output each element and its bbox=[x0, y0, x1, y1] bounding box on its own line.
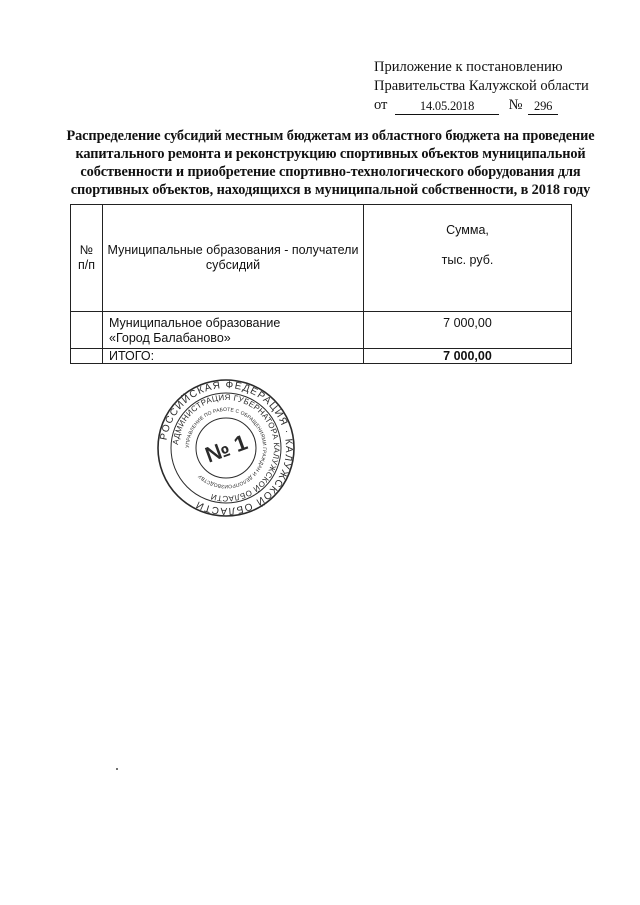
stamp-middle-text: АДМИНИСТРАЦИЯ ГУБЕРНАТОРА КАЛУЖСКОЙ ОБЛАСТИ bbox=[171, 392, 282, 504]
official-stamp bbox=[156, 378, 296, 518]
header-number bbox=[71, 205, 103, 312]
header-number-abbr: п/п bbox=[77, 258, 95, 272]
from-label: от bbox=[374, 97, 388, 113]
subsidy-table bbox=[70, 204, 572, 364]
total-number-cell bbox=[71, 349, 103, 364]
stamp-number: № 1 bbox=[201, 429, 251, 468]
scan-speck bbox=[116, 768, 118, 770]
appendix-line-1: Приложение к постановлению bbox=[374, 59, 563, 75]
row-amount: 7 000,00 bbox=[364, 312, 572, 349]
header-number-symbol: № bbox=[79, 243, 94, 257]
row-municipality-line-2: «Город Балабаново» bbox=[109, 331, 231, 345]
header-sum bbox=[364, 205, 572, 312]
stamp-outer-text: РОССИЙСКАЯ ФЕДЕРАЦИЯ · КАЛУЖСКОЙ ОБЛАСТИ bbox=[158, 379, 295, 517]
row-municipality bbox=[103, 312, 364, 349]
header-sum-unit: тыс. руб. bbox=[441, 253, 494, 267]
total-amount: 7 000,00 bbox=[364, 349, 572, 364]
header-municipality: Муниципальные образования - получатели субсидий bbox=[103, 205, 364, 312]
header-sum-label: Сумма, bbox=[446, 223, 489, 237]
total-label: ИТОГО: bbox=[103, 349, 364, 364]
total-row bbox=[71, 349, 572, 364]
resolution-date: 14.05.2018 bbox=[395, 98, 499, 115]
number-label: № bbox=[508, 97, 523, 113]
document-title: Распределение субсидий местным бюджетам из областного бюджета на проведение капитального ремонта и реконструкцию спортивных объектов муниципальной собственности и приобретение спортивно-технологического оборудования для спортивных объектов, находящихся в муниципальной собственности, в 2018 году bbox=[66, 128, 595, 198]
resolution-number: 296 bbox=[528, 98, 558, 115]
stamp-inner-text: УПРАВЛЕНИЕ ПО РАБОТЕ С ОБРАЩЕНИЯМИ ГРАЖДАН И ДЕЛОПРОИЗВОДСТВУ bbox=[184, 406, 268, 490]
appendix-header bbox=[374, 58, 589, 115]
table-header-row bbox=[71, 205, 572, 312]
appendix-line-2: Правительства Калужской области bbox=[374, 78, 589, 94]
row-number bbox=[71, 312, 103, 349]
table-row bbox=[71, 312, 572, 349]
row-municipality-line-1: Муниципальное образование bbox=[109, 316, 281, 330]
appendix-line-3 bbox=[374, 96, 589, 115]
